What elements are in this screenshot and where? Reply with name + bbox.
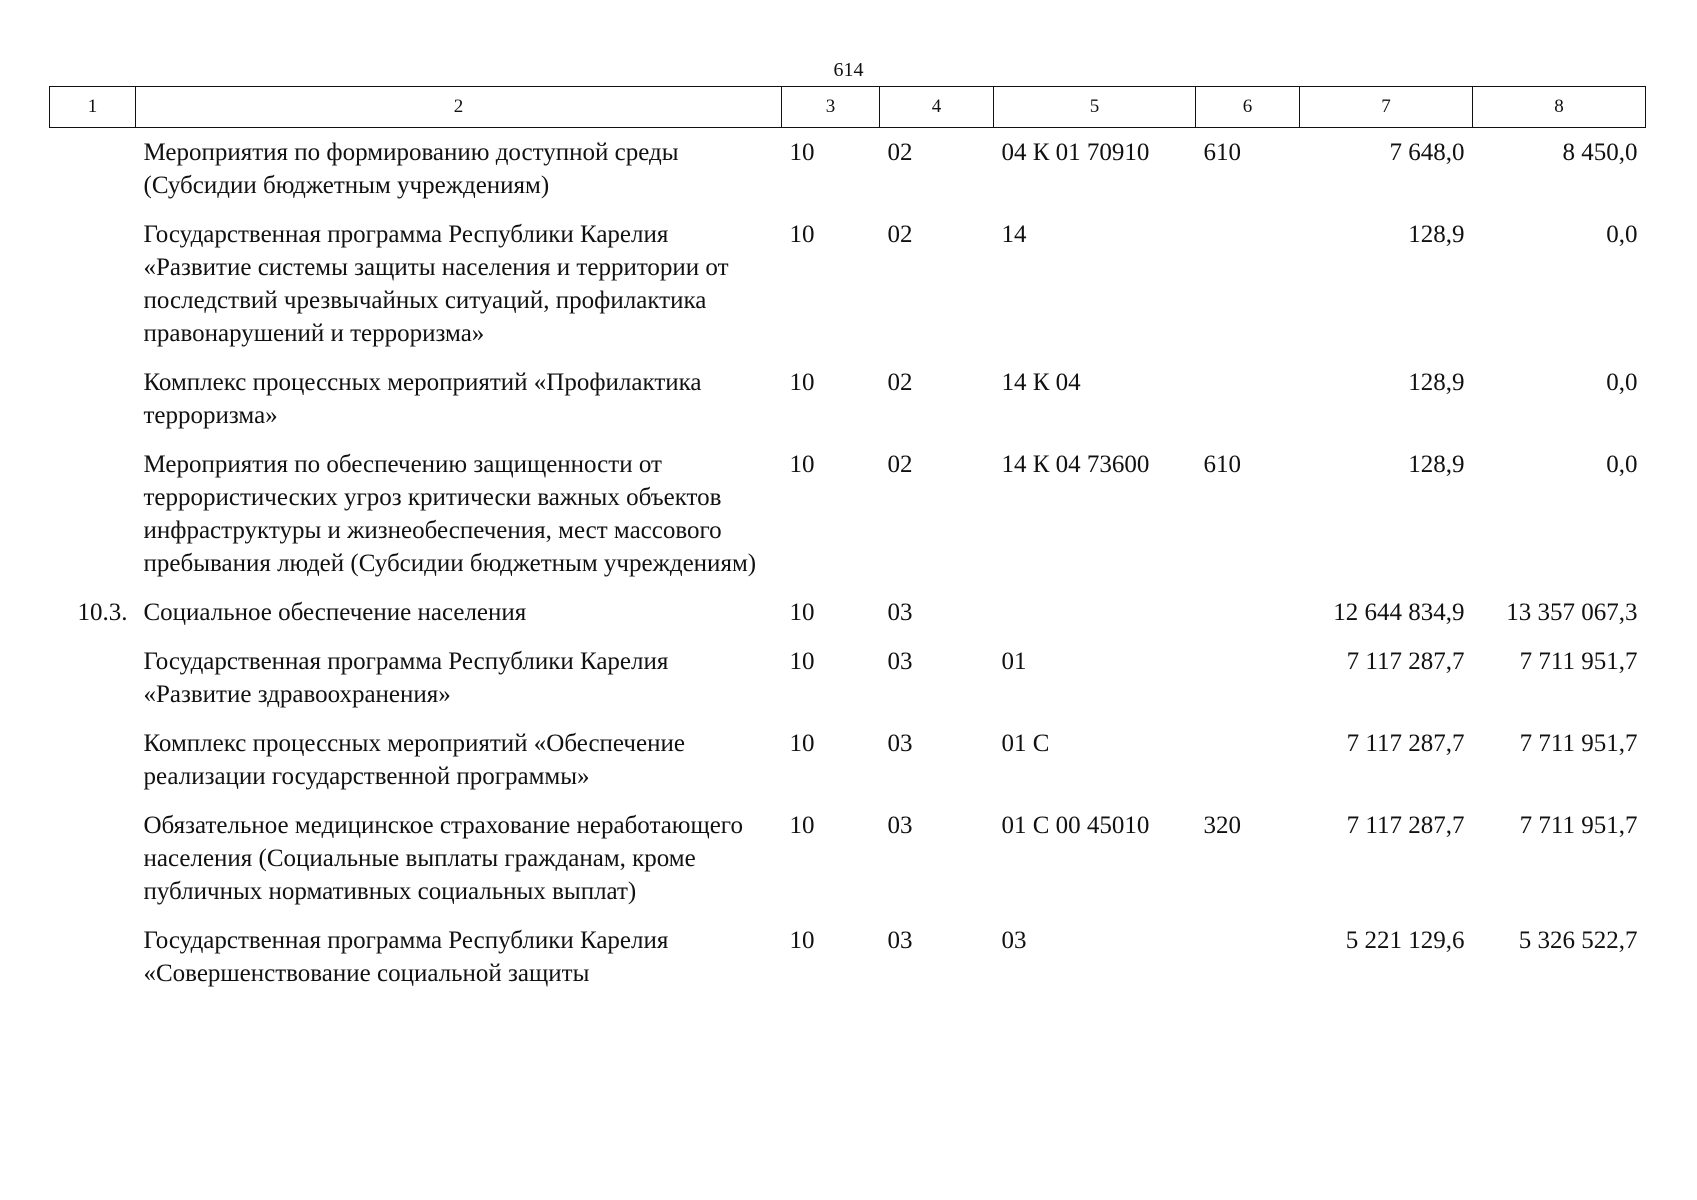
row-name: Мероприятия по формированию доступной среды (Субсидии бюджетным учреждениям) [143,139,679,199]
row-name: Обязательное медицинское страхование неработающего населения (Социальные выплаты гражданам, кроме публичных нормативных социальных выплат) [143,812,743,905]
row-target-article: 14 [1001,221,1027,248]
table-row [50,448,1646,596]
row-section: 10 [789,221,815,248]
row-number [50,727,136,809]
table-row [50,645,1646,727]
header-col-6: 6 [1196,87,1300,128]
row-target-article: 03 [1001,927,1027,954]
row-sum-year2: 0,0 [1606,221,1638,248]
row-sum-year1: 12 644 834,9 [1333,599,1465,626]
row-sum-year1: 128,9 [1408,221,1465,248]
budget-table [49,86,1646,1006]
row-name: Государственная программа Республики Карелия «Развитие системы защиты населения и территории от последствий чрезвычайных ситуаций, профилактика правонарушений и терроризма» [143,221,729,347]
row-subsection: 03 [887,648,913,675]
row-expense-type [1196,596,1300,645]
row-subsection: 03 [887,599,913,626]
row-expense-type [1196,366,1300,448]
table-row [50,366,1646,448]
row-expense-type: 320 [1203,812,1241,839]
row-target-article: 01 С [1001,730,1050,757]
row-number [50,366,136,448]
row-sum-year1: 128,9 [1408,451,1465,478]
table-row [50,128,1646,219]
row-target-article: 04 К 01 70910 [1001,139,1150,166]
table-header [50,87,1646,128]
row-number [50,924,136,1006]
row-sum-year2: 7 711 951,7 [1519,812,1638,839]
row-sum-year1: 7 117 287,7 [1346,730,1465,757]
row-section: 10 [789,451,815,478]
row-number [50,645,136,727]
row-sum-year1: 7 117 287,7 [1346,812,1465,839]
row-target-article: 01 С 00 45010 [1001,812,1150,839]
row-section: 10 [789,139,815,166]
row-section: 10 [789,812,815,839]
row-section: 10 [789,927,815,954]
row-subsection: 02 [887,369,913,396]
table-row [50,218,1646,366]
header-col-3: 3 [782,87,880,128]
row-section: 10 [789,599,815,626]
row-expense-type: 610 [1203,139,1241,166]
row-sum-year2: 8 450,0 [1562,139,1638,166]
row-sum-year2: 0,0 [1606,369,1638,396]
row-name: Мероприятия по обеспечению защищенности от террористических угроз критически важных объектов инфраструктуры и жизнеобеспечения, мест массового пребывания людей (Субсидии бюджетным учреждениям) [143,451,757,577]
row-sum-year2: 7 711 951,7 [1519,648,1638,675]
header-col-2: 2 [136,87,782,128]
row-name: Государственная программа Республики Карелия «Совершенствование социальной защиты [143,927,669,987]
row-subsection: 02 [887,451,913,478]
row-section: 10 [789,648,815,675]
row-section: 10 [789,369,815,396]
row-subsection: 02 [887,139,913,166]
row-expense-type [1196,218,1300,366]
table-row [50,596,1646,645]
row-subsection: 03 [887,927,913,954]
row-expense-type: 610 [1203,451,1241,478]
row-number [50,128,136,219]
row-sum-year1: 128,9 [1408,369,1465,396]
row-sum-year1: 7 648,0 [1389,139,1465,166]
row-number: 10.3. [77,599,128,626]
row-name: Комплекс процессных мероприятий «Обеспечение реализации государственной программы» [143,730,685,790]
row-subsection: 02 [887,221,913,248]
row-expense-type [1196,924,1300,1006]
header-col-1: 1 [50,87,136,128]
row-name: Социальное обеспечение населения [143,599,527,626]
table-body [50,128,1646,1007]
row-subsection: 03 [887,730,913,757]
row-target-article: 14 К 04 73600 [1001,451,1150,478]
header-col-7: 7 [1300,87,1473,128]
row-sum-year2: 7 711 951,7 [1519,730,1638,757]
header-col-8: 8 [1473,87,1646,128]
table-row [50,809,1646,924]
header-row [50,87,1646,128]
row-sum-year2: 5 326 522,7 [1518,927,1638,954]
row-sum-year1: 7 117 287,7 [1346,648,1465,675]
row-expense-type [1196,645,1300,727]
row-sum-year2: 0,0 [1606,451,1638,478]
row-target-article [994,596,1196,645]
page-number: 614 [833,59,864,81]
row-number [50,448,136,596]
row-number [50,809,136,924]
row-name: Комплекс процессных мероприятий «Профилактика терроризма» [143,369,702,429]
row-sum-year2: 13 357 067,3 [1506,599,1638,626]
row-expense-type [1196,727,1300,809]
row-subsection: 03 [887,812,913,839]
row-target-article: 01 [1001,648,1027,675]
row-sum-year1: 5 221 129,6 [1345,927,1465,954]
header-col-5: 5 [994,87,1196,128]
table-row [50,924,1646,1006]
row-target-article: 14 К 04 [1001,369,1081,396]
header-col-4: 4 [880,87,994,128]
row-number [50,218,136,366]
row-section: 10 [789,730,815,757]
table-row [50,727,1646,809]
row-name: Государственная программа Республики Карелия «Развитие здравоохранения» [143,648,669,708]
